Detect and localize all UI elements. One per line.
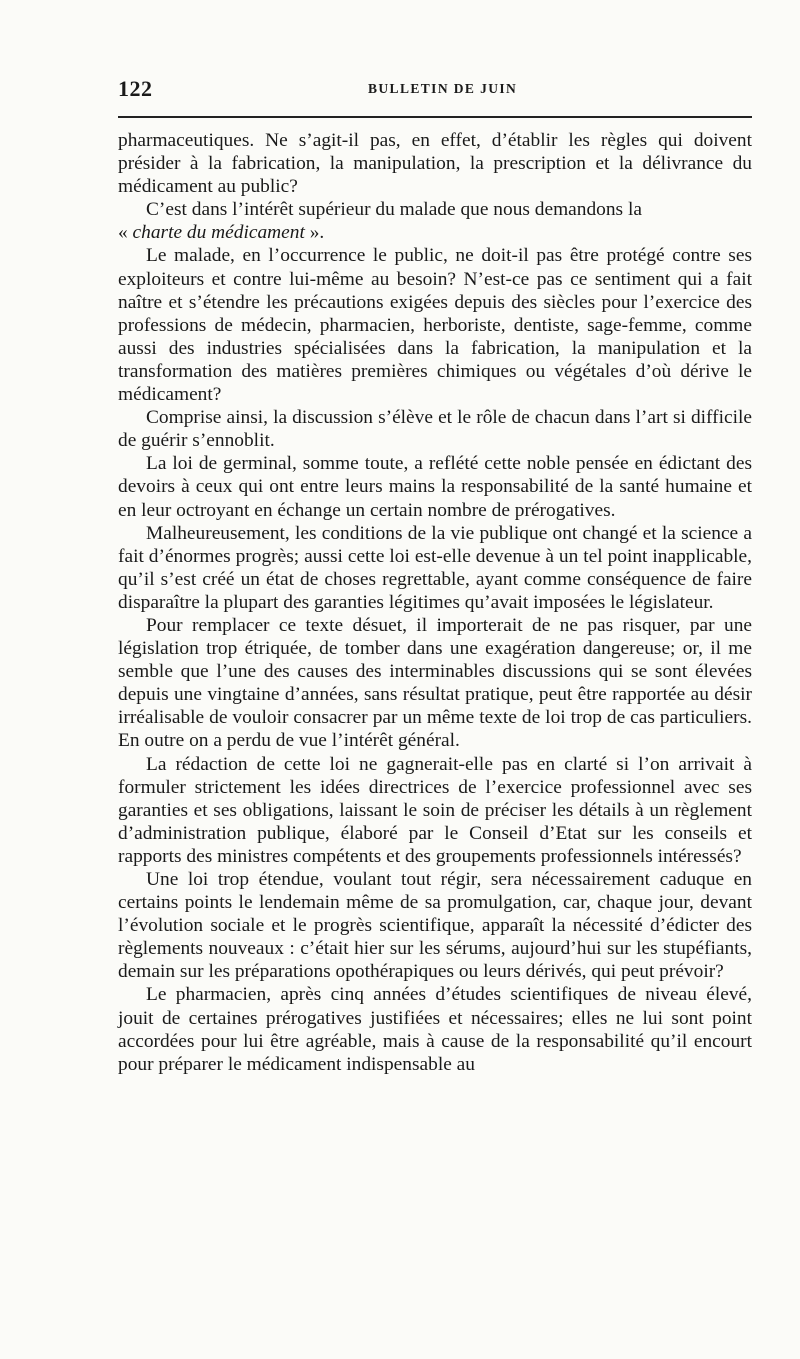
running-title: BULLETIN DE JUIN <box>368 81 518 96</box>
open-quote: « <box>118 222 133 244</box>
paragraph-2 <box>118 198 752 244</box>
paragraph-9: Une loi trop étendue, voulant tout régir, sera nécessairement caduque en certains points le lendemain même de sa promulgation, car, chaque jour, devant l’évolution sociale et le progrès scientifique, apparaît la nécessité d’édicter des règlements nouveaux : c’était hier sur les sérums, aujourd’hui sur les stupéfiants, demain sur les préparations opothérapiques ou leurs dérivés, qui peut prévoir? <box>118 869 752 983</box>
page-number: 122 <box>118 76 153 101</box>
paragraph-7: Pour remplacer ce texte désuet, il importerait de ne pas risquer, par une législation trop étriquée, de tomber dans une exagération dangereuse; or, il me semble que l’une des causes des interminables discussions qui se sont élevées depuis une vingtaine d’années, sans résultat pratique, peut être rapportée au désir irréalisable de vouloir consacrer par un même texte de loi trop de cas particuliers. En outre on a perdu de vue l’intérêt général. <box>118 614 752 752</box>
paragraph-5: La loi de germinal, somme toute, a reflété cette noble pensée en édictant des devoirs à ceux qui ont entre leurs mains la responsabilité de la santé humaine et en leur octroyant en échange un certain nombre de prérogatives. <box>118 453 752 521</box>
paragraph-4: Comprise ainsi, la discussion s’élève et le rôle de chacun dans l’art si difficile de guérir s’ennoblit. <box>118 407 752 452</box>
charte-title: charte du médicament <box>132 222 305 244</box>
close-quote: ». <box>304 222 325 244</box>
paragraph-10: Le pharmacien, après cinq années d’études scientifiques de niveau élevé, jouit de certaines prérogatives justifiées et nécessaires; elles ne lui sont point accordées pour lui être agréable, mais à cause de la responsabilité qu’il encourt pour préparer le médicament indispensable au <box>118 984 752 1075</box>
page-header <box>118 76 752 118</box>
paragraph-2-text: C’est dans l’intérêt supérieur du malade que nous demandons la <box>146 199 642 221</box>
body-text <box>118 129 752 1076</box>
paragraph-8: La rédaction de cette loi ne gagnerait-elle pas en clarté si l’on arrivait à formuler strictement les idées directrices de l’exercice professionnel avec ses garanties et ses obligations, laissant le soin de préciser les détails à un règlement d’administration publique, élaboré par le Conseil d’Etat sur les conseils et rapports des ministres compétents et des groupements professionnels intéressés? <box>118 753 752 867</box>
paragraph-1: pharmaceutiques. Ne s’agit-il pas, en effet, d’établir les règles qui doivent présider à la fabrication, la manipulation, la prescription et la délivrance du médicament au public? <box>118 130 752 198</box>
paragraph-6: Malheureusement, les conditions de la vie publique ont changé et la science a fait d’énormes progrès; aussi cette loi est-elle devenue à un tel point inapplicable, qu’il s’est créé un état de choses regrettable, ayant comme conséquence de faire disparaître la plupart des garanties légitimes qu’avait imposées le législateur. <box>118 522 752 613</box>
paragraph-3: Le malade, en l’occurrence le public, ne doit-il pas être protégé contre ses exploiteurs et contre lui-même au besoin? N’est-ce pas ce sentiment qui a fait naître et s’étendre les précautions exigées depuis des siècles pour l’exercice des professions de médecin, pharmacien, herboriste, dentiste, sage-femme, comme aussi des industries spécialisées dans la fabrication, la manipulation et la transformation des matières premières chimiques ou végétales d’où dérive le médicament? <box>118 245 752 406</box>
